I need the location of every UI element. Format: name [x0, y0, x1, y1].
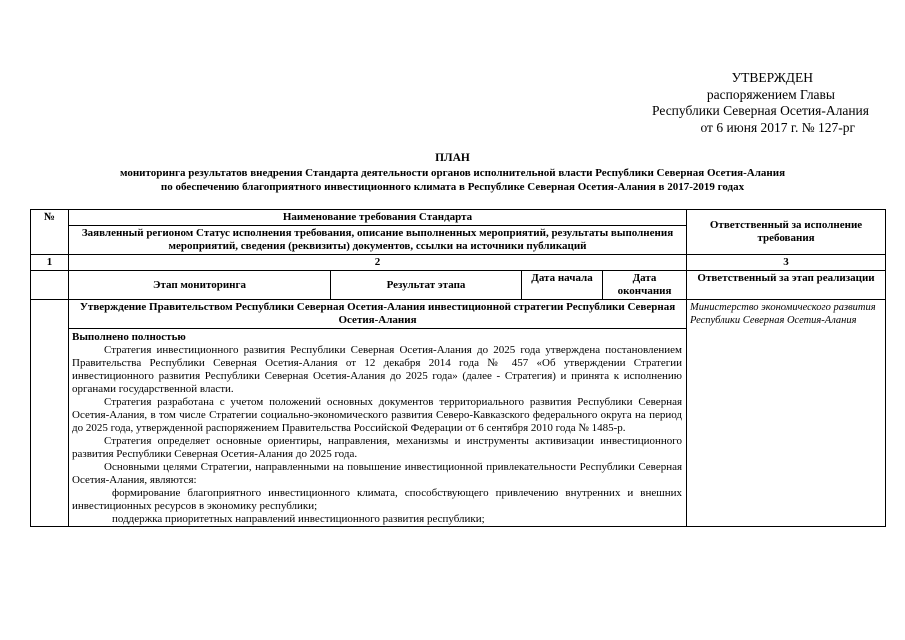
column-number-1: 1 [31, 255, 69, 271]
subheader-end-date: Дата окончания [603, 271, 687, 300]
plan-heading: ПЛАН [435, 152, 470, 164]
plan-subtitle-line2: по обеспечению благоприятного инвестиционного климата в Республике Северная Осетия-Алания в 2017-2019 годах [160, 181, 745, 193]
header-number: № [31, 210, 69, 255]
approval-stamp [652, 70, 869, 136]
monitoring-plan-table [30, 209, 886, 527]
header-status: Заявленный регионом Статус исполнения требования, описание выполненных мероприятий, результаты выполнения мероприятий, сведения (реквизиты) документов, ссылки на источники публикаций [69, 226, 687, 255]
column-number-2: 2 [69, 255, 687, 271]
subheader-result: Результат этапа [331, 271, 522, 300]
plan-subtitle-line1: мониторинга результатов внедрения Стандарта деятельности органов исполнительной власти Республики Северная Осетия-Алания [119, 167, 786, 179]
requirement-number [31, 300, 69, 527]
approval-decree: распоряжением Главы [706, 86, 835, 102]
subheader-row [31, 271, 886, 300]
subheader-start-date: Дата начала [522, 271, 603, 300]
subheader-stage-responsible: Ответственный за этап реализации [687, 271, 886, 300]
approval-title: УТВЕРЖДЕН [731, 70, 813, 85]
paragraph-5: формирование благоприятного инвестиционного климата, способствующего привлечению внутренних и внешних инвестиционных ресурсов в экономику республики; [72, 487, 683, 512]
plan-title-block [0, 151, 905, 194]
approval-date-number: от 6 июня 2017 г. № 127-рг [700, 119, 855, 135]
status-label: Выполнено полностью [72, 331, 186, 343]
requirement-row [31, 300, 886, 329]
approval-republic: Республики Северная Осетия-Алания [652, 103, 869, 118]
subheader-stage: Этап мониторинга [69, 271, 331, 300]
paragraph-2: Стратегия разработана с учетом положений основных документов территориального развития Республики Северная Осетия-Алания, в том числе Стратегии социально-экономического развития Северо-Кавказского федерального округа на период до 2025 года, утвержденной распоряжением Правительства Российской Федерации от 6 сентября 2010 года № 1485-р. [72, 396, 683, 434]
header-requirement: Наименование требования Стандарта [69, 210, 687, 226]
paragraph-1: Стратегия инвестиционного развития Республики Северная Осетия-Алания до 2025 года утверждена постановлением Правительства Республики Северная Осетия-Алания от 12 декабря 2014 года № 457 «Об утверждении Стратегии инвестиционного развития Республики Северная Осетия-Алания до 2025 года» (далее - Стратегия) и принята к исполнению органами государственной власти. [72, 344, 683, 395]
paragraph-3: Стратегия определяет основные ориентиры, направления, механизмы и инструменты активизации инвестиционного развития Республики Северная Осетия-Алания до 2025 года. [72, 435, 683, 460]
requirement-title: Утверждение Правительством Республики Северная Осетия-Алания инвестиционной стратегии Республики Северная Осетия-Алания [69, 300, 687, 329]
requirement-responsible: Министерство экономического развития Республики Северная Осетия-Алания [687, 300, 886, 527]
header-row-1 [31, 210, 886, 226]
numbering-row [31, 255, 886, 271]
paragraph-6: поддержка приоритетных направлений инвестиционного развития республики; [112, 513, 485, 525]
column-number-3: 3 [687, 255, 886, 271]
paragraph-4: Основными целями Стратегии, направленными на повышение инвестиционной привлекательности Республики Северная Осетия-Алания, являются: [72, 461, 683, 486]
status-description [69, 329, 687, 527]
subheader-empty [31, 271, 69, 300]
header-responsible: Ответственный за исполнение требования [687, 210, 886, 255]
